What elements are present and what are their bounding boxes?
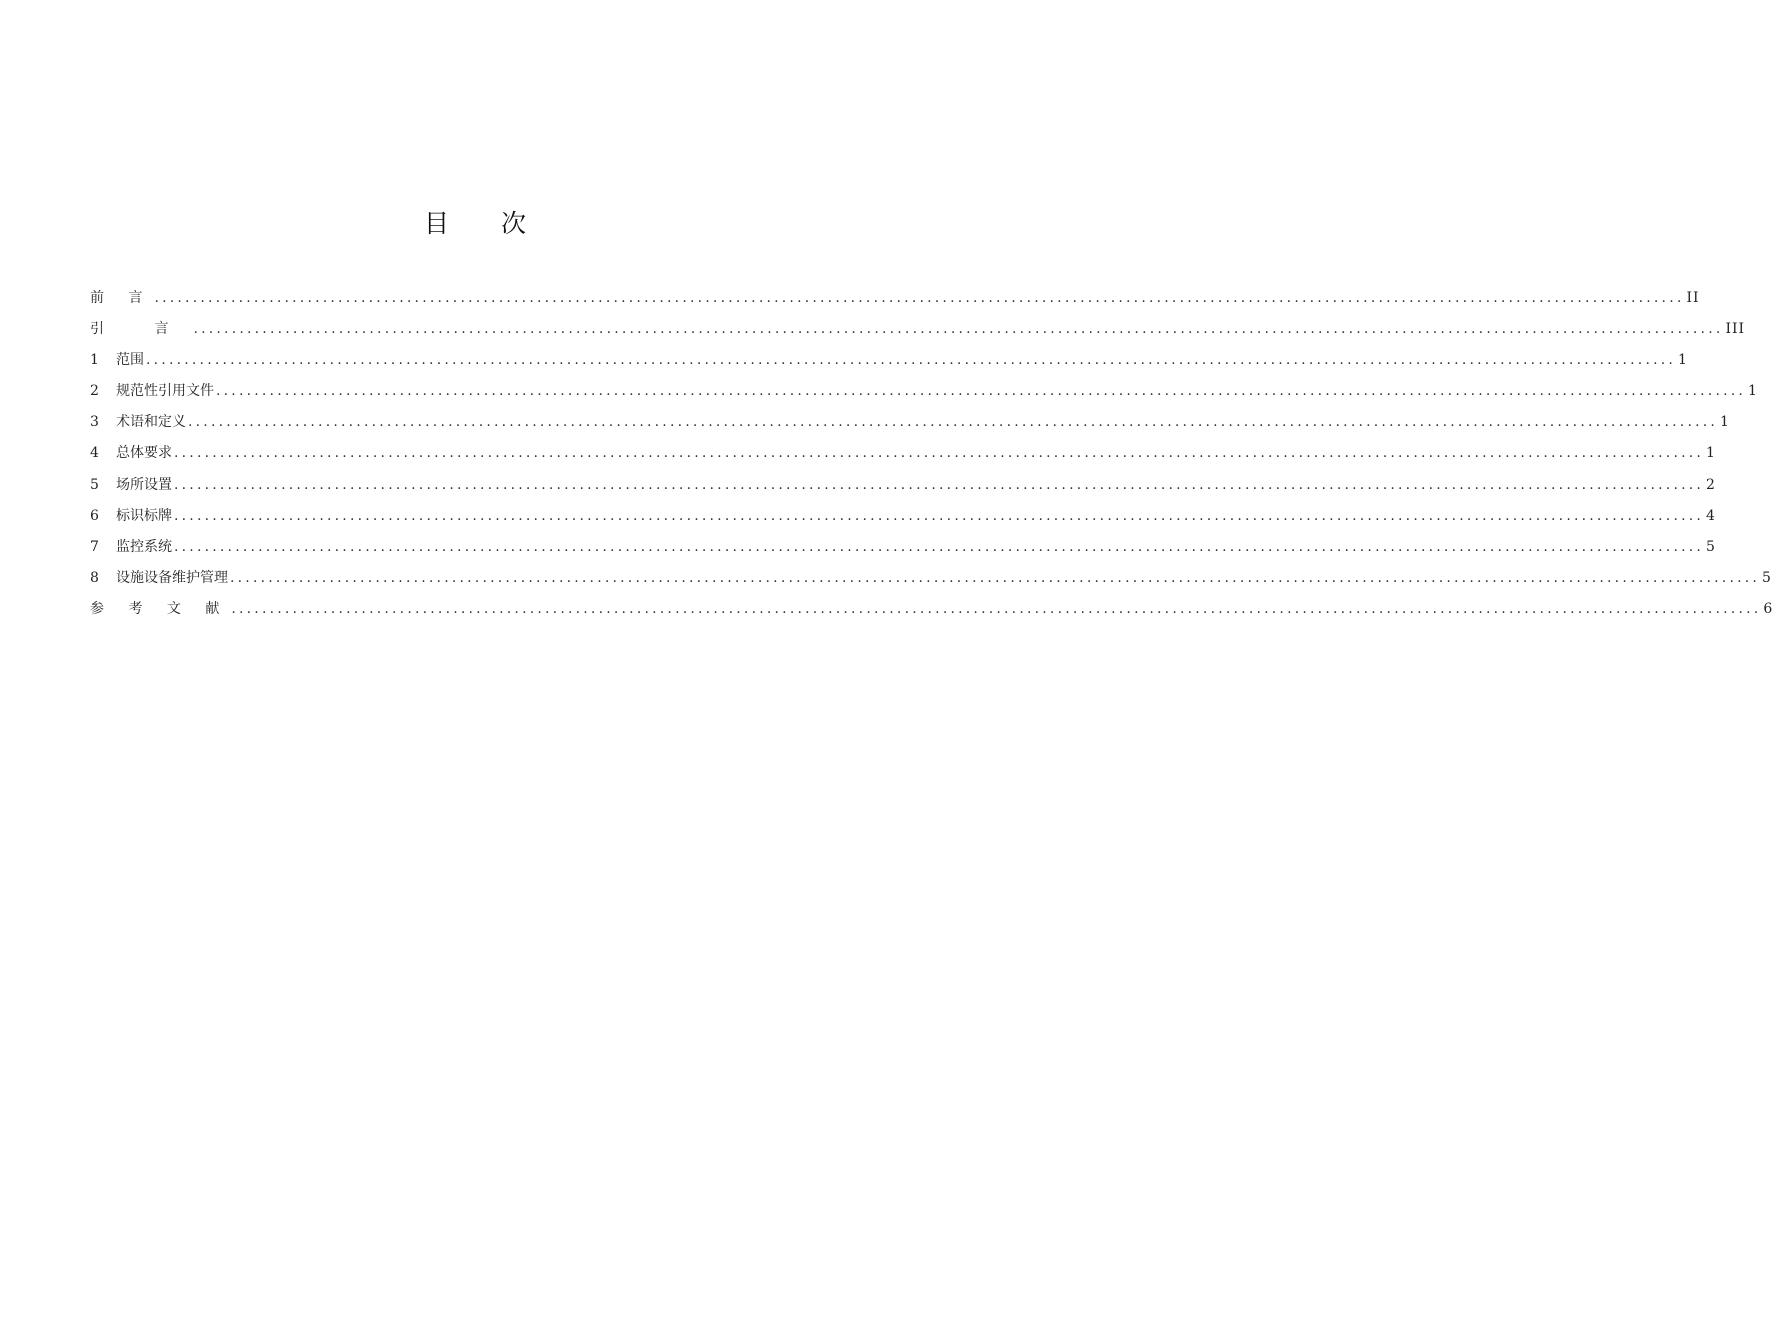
toc-entry-monitoring-system[interactable]: [90, 532, 1716, 563]
toc-entry-number: 5: [90, 476, 99, 493]
toc-entry-label: 监控系统: [116, 538, 172, 555]
toc-leader-dots: ........................................................................................................................................................................................................: [188, 414, 1719, 431]
toc-entry-label: 总体要求: [116, 445, 172, 462]
toc-entry-page: III: [1725, 321, 1746, 338]
toc-entry-introduction[interactable]: [90, 314, 1746, 345]
toc-leader-dots: ........................................................................................................................................................................................................: [193, 321, 1724, 338]
toc-entry-number: 8: [90, 569, 99, 586]
table-of-contents: [90, 283, 1773, 625]
toc-entry-number: 7: [90, 538, 99, 555]
toc-entry-page: 1: [1748, 383, 1758, 400]
toc-leader-dots: ........................................................................................................................................................................................................: [231, 600, 1762, 617]
toc-leader-dots: ........................................................................................................................................................................................................: [154, 290, 1685, 306]
toc-entry-number: 2: [90, 383, 99, 400]
toc-leader-dots: ........................................................................................................................................................................................................: [146, 352, 1677, 369]
toc-entry-bibliography[interactable]: [90, 594, 1773, 625]
toc-entry-number: 3: [90, 414, 99, 431]
toc-entry-page: 5: [1706, 538, 1716, 555]
toc-entry-label: 术语和定义: [116, 414, 186, 431]
toc-entry-signage[interactable]: [90, 501, 1716, 532]
toc-entry-page: 6: [1763, 600, 1773, 617]
toc-entry-page: II: [1686, 290, 1700, 306]
toc-entry-label: 引 言: [90, 321, 192, 338]
toc-entry-label: 规范性引用文件: [116, 383, 214, 400]
toc-entry-number: 1: [90, 352, 99, 369]
toc-entry-page: 1: [1706, 445, 1716, 462]
toc-entry-label: 参 考 文 献: [90, 600, 230, 617]
toc-leader-dots: ........................................................................................................................................................................................................: [174, 476, 1705, 493]
toc-entry-label: 范围: [116, 352, 144, 369]
toc-leader-dots: ........................................................................................................................................................................................................: [174, 445, 1705, 462]
toc-entry-foreword[interactable]: [90, 283, 1700, 314]
toc-entry-site-setup[interactable]: [90, 470, 1716, 501]
toc-title: 目 次: [424, 209, 548, 238]
toc-entry-terms-definitions[interactable]: [90, 407, 1730, 438]
toc-entry-page: 5: [1762, 569, 1772, 586]
toc-entry-normative-references[interactable]: [90, 376, 1758, 407]
toc-entry-label: 标识标牌: [116, 507, 172, 524]
toc-entry-facility-maintenance[interactable]: [90, 563, 1772, 594]
toc-entry-number: 6: [90, 507, 99, 524]
toc-entry-label: 前 言: [90, 290, 153, 306]
toc-leader-dots: ........................................................................................................................................................................................................: [174, 538, 1705, 555]
toc-entry-number: 4: [90, 445, 99, 462]
toc-leader-dots: ........................................................................................................................................................................................................: [216, 383, 1747, 400]
toc-entry-label: 场所设置: [116, 476, 172, 493]
toc-entry-page: 1: [1678, 352, 1688, 369]
toc-leader-dots: ........................................................................................................................................................................................................: [174, 507, 1705, 524]
toc-entry-general-requirements[interactable]: [90, 438, 1716, 469]
toc-entry-page: 1: [1720, 414, 1730, 431]
toc-leader-dots: ........................................................................................................................................................................................................: [230, 569, 1761, 586]
toc-entry-page: 4: [1706, 507, 1716, 524]
toc-entry-page: 2: [1706, 476, 1716, 493]
toc-entry-scope[interactable]: [90, 345, 1688, 376]
toc-entry-label: 设施设备维护管理: [116, 569, 228, 586]
